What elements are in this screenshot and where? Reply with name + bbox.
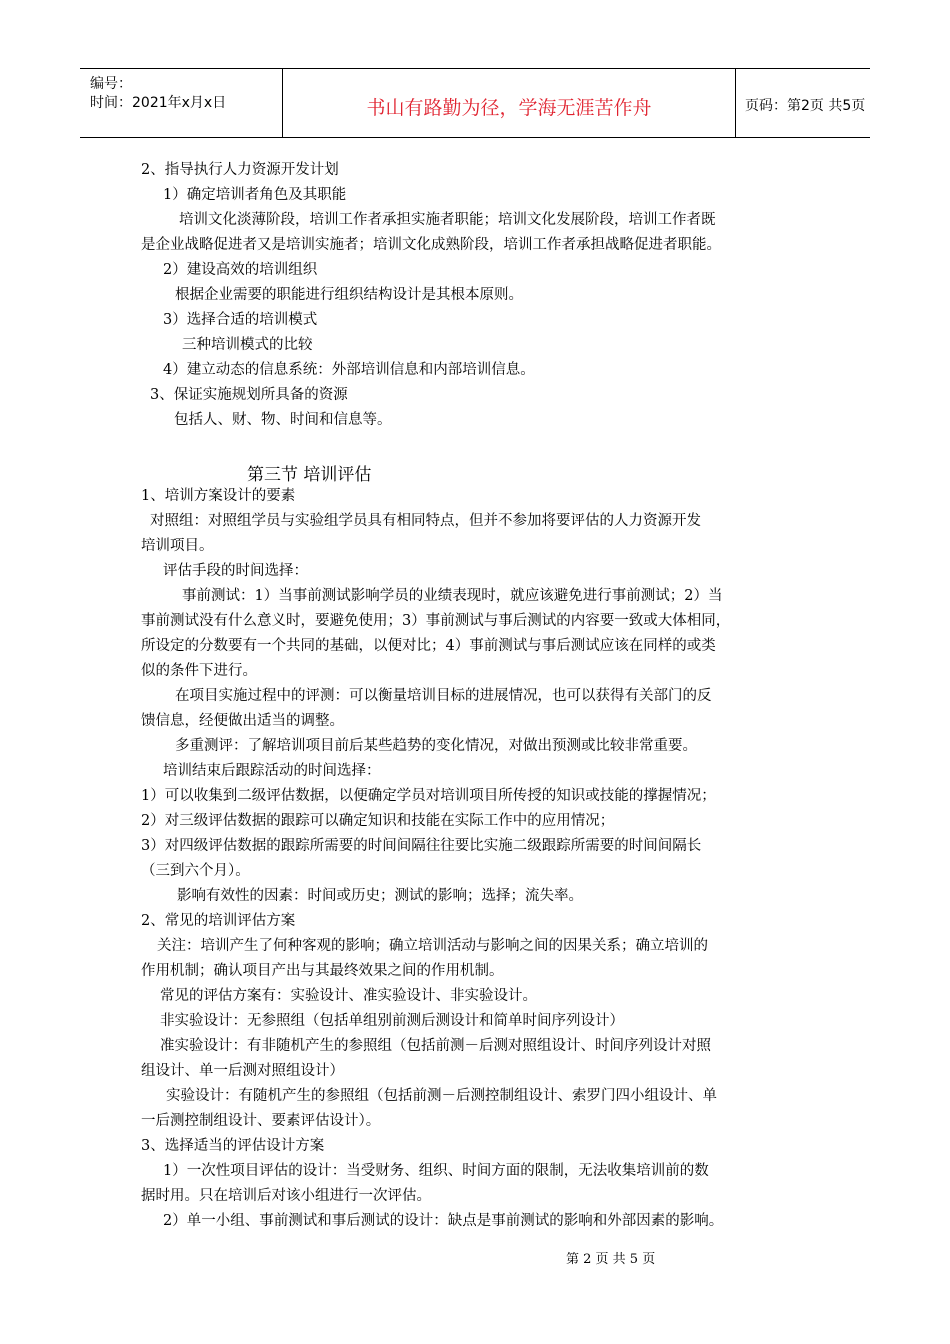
text-line: 2、常见的培训评估方案: [141, 913, 296, 929]
text-line: （三到六个月）。: [141, 863, 250, 879]
text-line: 三种培训模式的比较: [182, 337, 313, 353]
text-line: 3、保证实施规划所具备的资源: [150, 387, 348, 403]
text-line: 所设定的分数要有一个共同的基础，以便对比；4）事前测试与事后测试应该在同样的或类: [141, 638, 716, 654]
text-line: 4）建立动态的信息系统：外部培训信息和内部培训信息。: [163, 362, 535, 378]
text-line: 3）对四级评估数据的跟踪所需要的时间间隔往往要比实施二级跟踪所需要的时间间隔长: [141, 838, 702, 854]
text-line: 影响有效性的因素：时间或历史；测试的影响；选择；流失率。: [177, 888, 583, 904]
text-line: 2、指导执行人力资源开发计划: [141, 162, 339, 178]
text-line: 3）选择合适的培训模式: [163, 312, 318, 328]
page-footer: 第 2 页 共 5 页: [566, 1252, 656, 1267]
text-line: 1）一次性项目评估的设计：当受财务、组织、时间方面的限制，无法收集培训前的数: [163, 1163, 709, 1179]
text-line: 包括人、财、物、时间和信息等。: [174, 412, 392, 428]
text-line: 非实验设计：无参照组（包括单组别前测后测设计和简单时间序列设计）: [160, 1013, 624, 1029]
text-line: 组设计、单一后测对照组设计）: [141, 1063, 344, 1079]
text-line: 在项目实施过程中的评测：可以衡量培训目标的进展情况，也可以获得有关部门的反: [175, 688, 712, 704]
text-line: 1、培训方案设计的要素: [141, 488, 296, 504]
text-line: 对照组：对照组学员与实验组学员具有相同特点，但并不参加将要评估的人力资源开发: [150, 513, 701, 529]
section-title: 第三节 培训评估: [247, 465, 372, 485]
text-line: 似的条件下进行。: [141, 663, 257, 679]
text-line: 常见的评估方案有：实验设计、准实验设计、非实验设计。: [160, 988, 537, 1004]
text-line: 2）建设高效的培训组织: [163, 262, 318, 278]
text-line: 1）确定培训者角色及其职能: [163, 187, 347, 203]
header-motto-cell: [282, 69, 736, 137]
text-line: 培训文化淡薄阶段，培训工作者承担实施者职能；培训文化发展阶段，培训工作者既: [179, 212, 716, 228]
text-line: 2）对三级评估数据的跟踪可以确定知识和技能在实际工作中的应用情况；: [141, 813, 615, 829]
text-line: 评估手段的时间选择：: [163, 563, 308, 579]
header-page-number: 页码：第2页 共5页: [745, 98, 866, 114]
text-line: 馈信息，经便做出适当的调整。: [141, 713, 344, 729]
text-line: 2）单一小组、事前测试和事后测试的设计：缺点是事前测试的影响和外部因素的影响。: [163, 1213, 724, 1229]
text-line: 是企业战略促进者又是培训实施者；培训文化成熟阶段，培训工作者承担战略促进者职能。: [141, 237, 721, 253]
document-time: 时间：2021年x月x日: [90, 95, 227, 111]
text-line: 一后测控制组设计、要素评估设计）。: [141, 1113, 381, 1129]
text-line: 事前测试：1）当事前测试影响学员的业绩表现时，就应该避免进行事前测试；2）当: [182, 588, 723, 604]
text-line: 关注：培训产生了何种客观的影响；确立培训活动与影响之间的因果关系；确立培训的: [157, 938, 708, 954]
header-info-cell: [80, 69, 282, 137]
header-motto: 书山有路勤为径，学海无涯苦作舟: [366, 97, 652, 119]
text-line: 准实验设计：有非随机产生的参照组（包括前测－后测对照组设计、时间序列设计对照: [160, 1038, 711, 1054]
text-line: 据时用。只在培训后对该小组进行一次评估。: [141, 1188, 431, 1204]
text-line: 作用机制；确认项目产出与其最终效果之间的作用机制。: [141, 963, 504, 979]
document-header: [80, 68, 870, 138]
header-page-cell: [735, 69, 870, 137]
text-line: 事前测试没有什么意义时，要避免使用；3）事前测试与事后测试的内容要一致或大体相同，: [141, 613, 731, 629]
text-line: 培训结束后跟踪活动的时间选择：: [163, 763, 381, 779]
text-line: 培训项目。: [141, 538, 214, 554]
document-number: 编号：: [90, 76, 132, 92]
text-line: 根据企业需要的职能进行组织结构设计是其根本原则。: [175, 287, 523, 303]
text-line: 实验设计：有随机产生的参照组（包括前测－后测控制组设计、索罗门四小组设计、单: [166, 1088, 717, 1104]
text-line: 多重测评：了解培训项目前后某些趋势的变化情况，对做出预测或比较非常重要。: [175, 738, 697, 754]
text-line: 3、选择适当的评估设计方案: [141, 1138, 325, 1154]
text-line: 1）可以收集到二级评估数据，以便确定学员对培训项目所传授的知识或技能的撑握情况；: [141, 788, 716, 804]
